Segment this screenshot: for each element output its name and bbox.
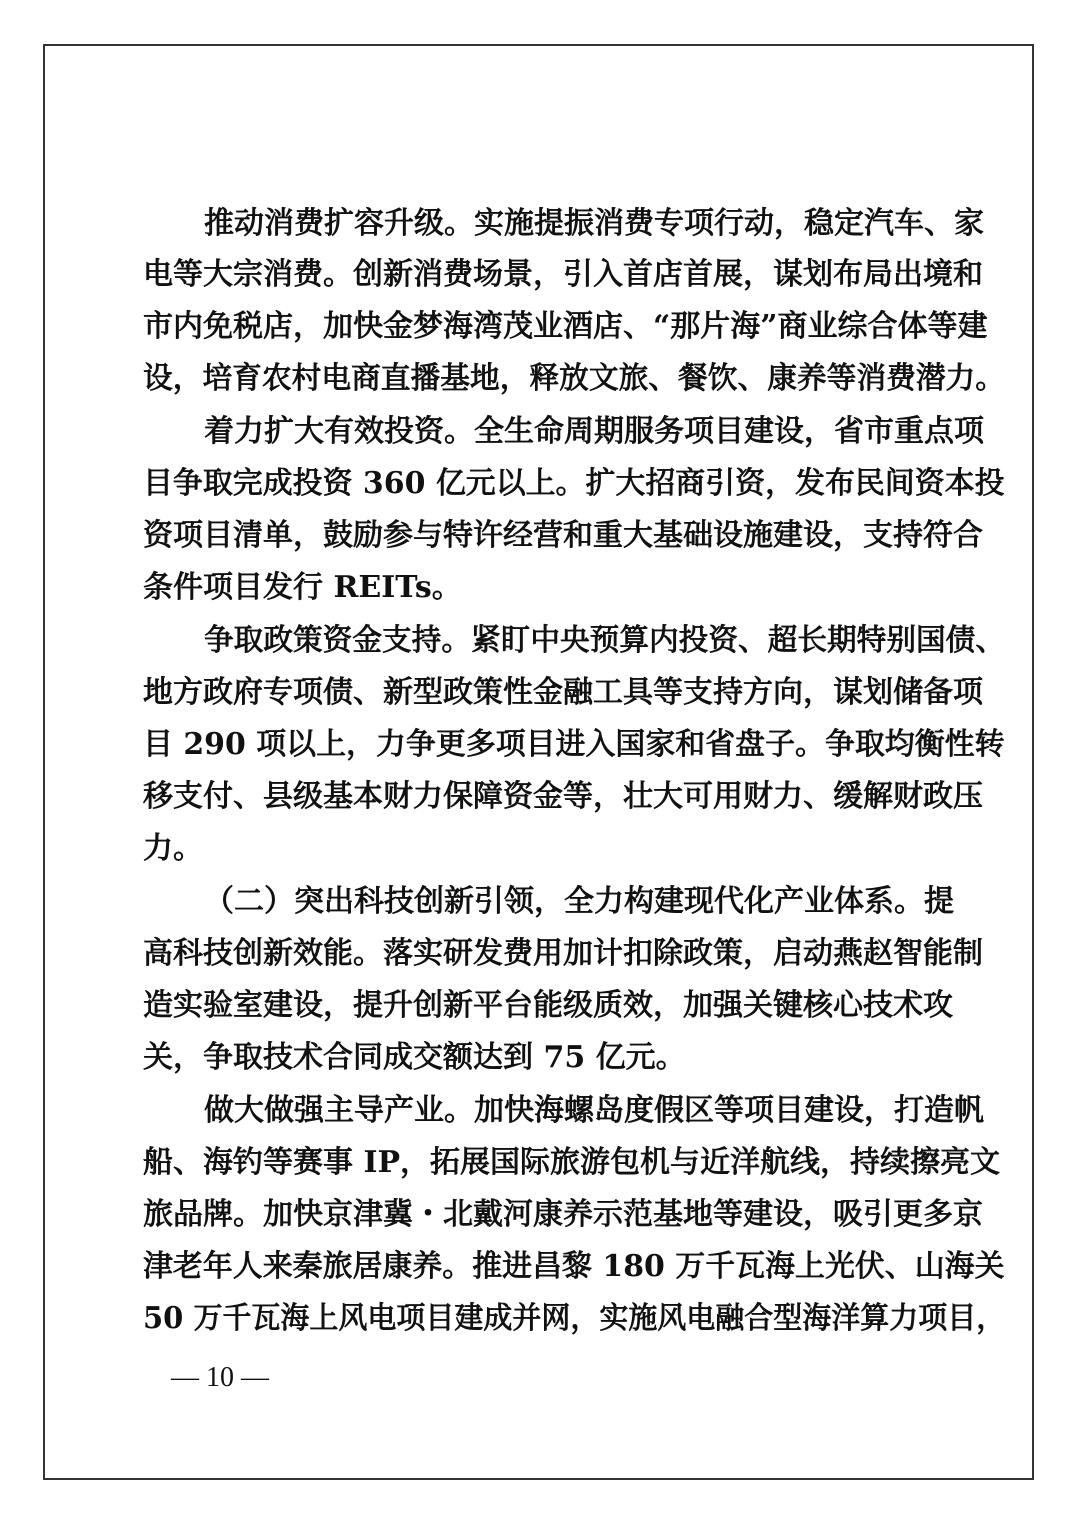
paragraph-industry-line-4: 津老年人来秦旅居康养。推进昌黎 180 万千瓦海上光伏、山海关 [143,1249,1005,1284]
paragraph-industry-line-3: 旅品牌。加快京津冀・北戴河康养示范基地等建设，吸引更多京 [143,1197,983,1232]
paragraph-funding-line-2: 地方政府专项债、新型政策性金融工具等支持方向，谋划储备项 [143,675,983,710]
paragraph-industry-line-5: 50 万千瓦海上风电项目建成并网，实施风电融合型海洋算力项目， [143,1301,1006,1336]
paragraph-innovation-line-3: 造实验室建设，提升创新平台能级质效，加强关键核心技术攻 [143,988,953,1023]
paragraph-investment-line-2: 目争取完成投资 360 亿元以上。扩大招商引资，发布民间资本投 [143,466,1005,501]
paragraph-consumption-line-1: 推动消费扩容升级。实施提振消费专项行动，稳定汽车、家 [204,206,984,241]
paragraph-investment-line-3: 资项目清单，鼓励参与特许经营和重大基础设施建设，支持符合 [143,518,983,553]
paragraph-funding-line-4: 移支付、县级基本财力保障资金等，壮大可用财力、缓解财政压 [143,779,983,814]
paragraph-investment-line-1: 着力扩大有效投资。全生命周期服务项目建设，省市重点项 [204,414,984,449]
paragraph-consumption-line-3: 市内免税店，加快金梦海湾茂业酒店、“那片海”商业综合体等建 [143,309,988,344]
paragraph-funding-line-3: 目 290 项以上，力争更多项目进入国家和省盘子。争取均衡性转 [143,727,1005,762]
paragraph-industry-line-1: 做大做强主导产业。加快海螺岛度假区等项目建设，打造帆 [204,1093,984,1128]
paragraph-funding-line-1: 争取政策资金支持。紧盯中央预算内投资、超长期特别国债、 [204,623,1006,658]
paragraph-consumption-line-2: 电等大宗消费。创新消费场景，引入首店首展，谋划布局出境和 [143,257,983,292]
paragraph-investment-line-4: 条件项目发行 REITs。 [143,570,462,605]
paragraph-funding-line-5: 力。 [143,831,203,866]
section-heading-line-1: （二）突出科技创新引领，全力构建现代化产业体系。提 [204,884,954,919]
paragraph-innovation-line-4: 关，争取技术合同成交额达到 75 亿元。 [143,1040,686,1075]
paragraph-consumption-line-4: 设，培育农村电商直播基地，释放文旅、餐饮、康养等消费潜力。 [143,361,1005,396]
paragraph-innovation-line-2: 高科技创新效能。落实研发费用加计扣除政策，启动燕赵智能制 [143,936,983,971]
page-number: — 10 — [171,1362,269,1393]
paragraph-industry-line-2: 船、海钓等赛事 IP，拓展国际旅游包机与近洋航线，持续擦亮文 [143,1145,1001,1180]
